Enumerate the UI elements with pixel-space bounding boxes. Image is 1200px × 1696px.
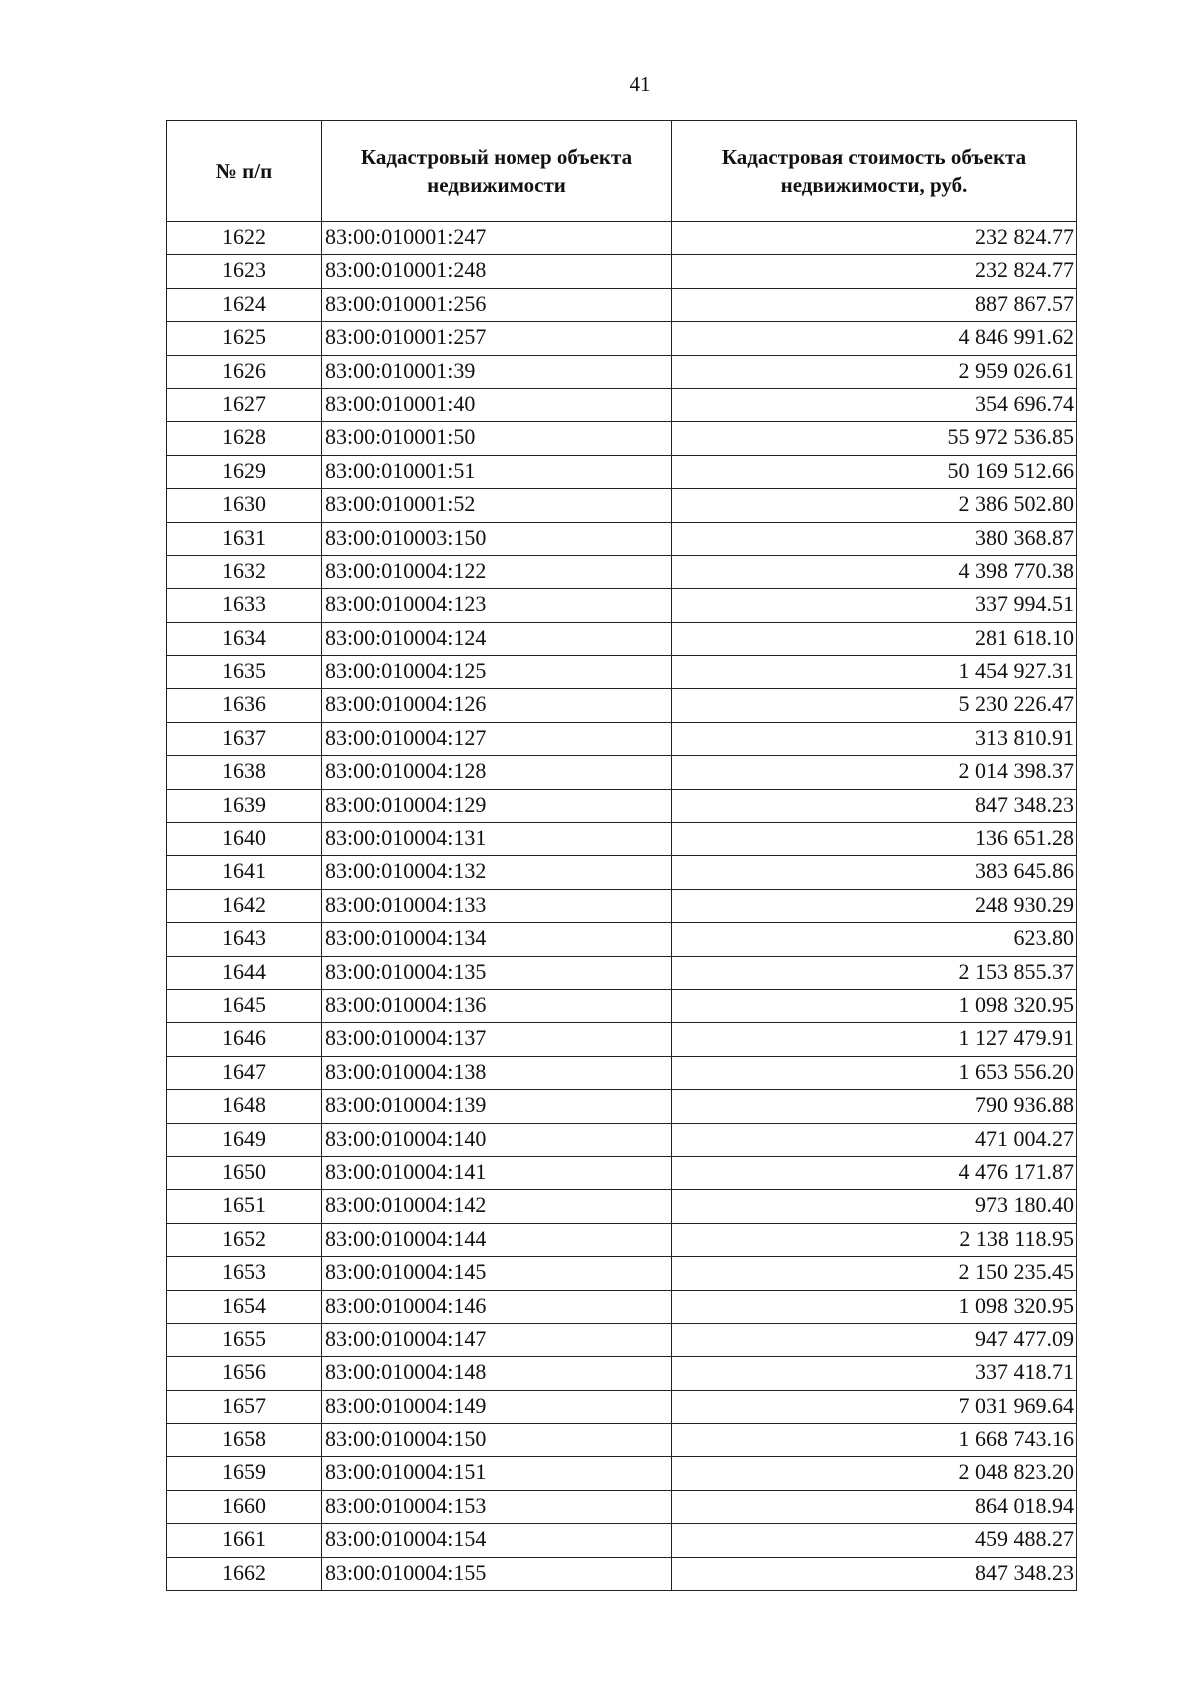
cadastral-number: 83:00:010004:142: [322, 1190, 672, 1223]
cadastral-value: 1 098 320.95: [672, 1290, 1077, 1323]
cadastral-value: 4 476 171.87: [672, 1156, 1077, 1189]
table-row: [167, 689, 1077, 722]
row-number: 1625: [167, 322, 322, 355]
table-row: [167, 789, 1077, 822]
cadastral-number: 83:00:010004:146: [322, 1290, 672, 1323]
table-row: [167, 989, 1077, 1022]
table-row: [167, 1257, 1077, 1290]
row-number: 1638: [167, 756, 322, 789]
cadastral-value: 973 180.40: [672, 1190, 1077, 1223]
cadastral-value: 4 846 991.62: [672, 322, 1077, 355]
row-number: 1659: [167, 1457, 322, 1490]
row-number: 1650: [167, 1156, 322, 1189]
cadastral-number: 83:00:010001:50: [322, 422, 672, 455]
cadastral-number: 83:00:010001:52: [322, 489, 672, 522]
row-number: 1643: [167, 923, 322, 956]
row-number: 1626: [167, 355, 322, 388]
row-number: 1628: [167, 422, 322, 455]
table-row: [167, 222, 1077, 255]
table-header: [167, 121, 1077, 222]
row-number: 1629: [167, 455, 322, 488]
row-number: 1658: [167, 1424, 322, 1457]
row-number: 1636: [167, 689, 322, 722]
cadastral-number: 83:00:010004:149: [322, 1390, 672, 1423]
row-number: 1635: [167, 656, 322, 689]
cadastral-value: 337 994.51: [672, 589, 1077, 622]
cadastral-number: 83:00:010004:124: [322, 622, 672, 655]
cadastral-value: 232 824.77: [672, 255, 1077, 288]
row-number: 1648: [167, 1090, 322, 1123]
cadastral-number: 83:00:010004:140: [322, 1123, 672, 1156]
row-number: 1634: [167, 622, 322, 655]
row-number: 1641: [167, 856, 322, 889]
cadastral-value: 471 004.27: [672, 1123, 1077, 1156]
table-row: [167, 489, 1077, 522]
table-row: [167, 656, 1077, 689]
cadastral-number: 83:00:010004:138: [322, 1056, 672, 1089]
row-number: 1640: [167, 823, 322, 856]
cadastral-number: 83:00:010004:150: [322, 1424, 672, 1457]
cadastral-value: 1 668 743.16: [672, 1424, 1077, 1457]
cadastral-value-table: [166, 120, 1077, 1591]
table-row: [167, 589, 1077, 622]
cadastral-number: 83:00:010003:150: [322, 522, 672, 555]
row-number: 1632: [167, 555, 322, 588]
cadastral-value: 2 150 235.45: [672, 1257, 1077, 1290]
cadastral-number: 83:00:010004:141: [322, 1156, 672, 1189]
table-row: [167, 1123, 1077, 1156]
table-row: [167, 956, 1077, 989]
cadastral-number: 83:00:010004:134: [322, 923, 672, 956]
table-row: [167, 1156, 1077, 1189]
table-row: [167, 1190, 1077, 1223]
cadastral-value: 281 618.10: [672, 622, 1077, 655]
cadastral-value: 1 098 320.95: [672, 989, 1077, 1022]
cadastral-value: 2 048 823.20: [672, 1457, 1077, 1490]
cadastral-value: 1 653 556.20: [672, 1056, 1077, 1089]
cadastral-value: 55 972 536.85: [672, 422, 1077, 455]
table-row: [167, 1557, 1077, 1590]
cadastral-number: 83:00:010001:256: [322, 288, 672, 321]
table-row: [167, 1223, 1077, 1256]
table-row: [167, 255, 1077, 288]
row-number: 1661: [167, 1524, 322, 1557]
table-row: [167, 455, 1077, 488]
cadastral-value: 354 696.74: [672, 388, 1077, 421]
table-row: [167, 889, 1077, 922]
cadastral-number: 83:00:010001:39: [322, 355, 672, 388]
cadastral-value: 337 418.71: [672, 1357, 1077, 1390]
header-row: [167, 121, 1077, 222]
row-number: 1655: [167, 1323, 322, 1356]
cadastral-value: 2 014 398.37: [672, 756, 1077, 789]
table-row: [167, 722, 1077, 755]
header-cadastral-value: Кадастровая стоимость объекта недвижимости, руб.: [672, 121, 1077, 222]
cadastral-value: 847 348.23: [672, 789, 1077, 822]
table-row: [167, 1290, 1077, 1323]
cadastral-number: 83:00:010004:126: [322, 689, 672, 722]
page-number: 41: [629, 72, 651, 96]
cadastral-number: 83:00:010004:147: [322, 1323, 672, 1356]
table-row: [167, 622, 1077, 655]
row-number: 1647: [167, 1056, 322, 1089]
table-row: [167, 555, 1077, 588]
cadastral-value: 7 031 969.64: [672, 1390, 1077, 1423]
cadastral-number: 83:00:010001:51: [322, 455, 672, 488]
row-number: 1662: [167, 1557, 322, 1590]
cadastral-number: 83:00:010004:133: [322, 889, 672, 922]
cadastral-number: 83:00:010004:132: [322, 856, 672, 889]
cadastral-number: 83:00:010001:257: [322, 322, 672, 355]
cadastral-number: 83:00:010004:136: [322, 989, 672, 1022]
cadastral-number: 83:00:010004:131: [322, 823, 672, 856]
row-number: 1654: [167, 1290, 322, 1323]
cadastral-value: 2 153 855.37: [672, 956, 1077, 989]
row-number: 1653: [167, 1257, 322, 1290]
row-number: 1646: [167, 1023, 322, 1056]
header-row-number: № п/п: [167, 121, 322, 222]
cadastral-number: 83:00:010001:247: [322, 222, 672, 255]
table-row: [167, 522, 1077, 555]
row-number: 1645: [167, 989, 322, 1022]
cadastral-number: 83:00:010004:153: [322, 1490, 672, 1523]
cadastral-value: 1 454 927.31: [672, 656, 1077, 689]
cadastral-number: 83:00:010004:155: [322, 1557, 672, 1590]
row-number: 1623: [167, 255, 322, 288]
cadastral-number: 83:00:010004:127: [322, 722, 672, 755]
cadastral-number: 83:00:010004:139: [322, 1090, 672, 1123]
table-row: [167, 1023, 1077, 1056]
table-row: [167, 322, 1077, 355]
table-row: [167, 288, 1077, 321]
cadastral-value: 50 169 512.66: [672, 455, 1077, 488]
cadastral-number: 83:00:010004:128: [322, 756, 672, 789]
cadastral-value: 4 398 770.38: [672, 555, 1077, 588]
cadastral-value: 383 645.86: [672, 856, 1077, 889]
table-row: [167, 856, 1077, 889]
cadastral-number: 83:00:010004:123: [322, 589, 672, 622]
cadastral-number: 83:00:010004:129: [322, 789, 672, 822]
table-row: [167, 1056, 1077, 1089]
cadastral-number: 83:00:010001:248: [322, 255, 672, 288]
table-row: [167, 422, 1077, 455]
cadastral-number: 83:00:010004:137: [322, 1023, 672, 1056]
row-number: 1637: [167, 722, 322, 755]
row-number: 1660: [167, 1490, 322, 1523]
cadastral-number: 83:00:010004:135: [322, 956, 672, 989]
row-number: 1627: [167, 388, 322, 421]
cadastral-number: 83:00:010004:154: [322, 1524, 672, 1557]
row-number: 1651: [167, 1190, 322, 1223]
row-number: 1622: [167, 222, 322, 255]
table-row: [167, 1090, 1077, 1123]
cadastral-value: 864 018.94: [672, 1490, 1077, 1523]
cadastral-value: 847 348.23: [672, 1557, 1077, 1590]
row-number: 1624: [167, 288, 322, 321]
cadastral-number: 83:00:010004:125: [322, 656, 672, 689]
row-number: 1639: [167, 789, 322, 822]
cadastral-value: 1 127 479.91: [672, 1023, 1077, 1056]
table-row: [167, 1357, 1077, 1390]
cadastral-value: 790 936.88: [672, 1090, 1077, 1123]
cadastral-value: 380 368.87: [672, 522, 1077, 555]
table-row: [167, 355, 1077, 388]
row-number: 1630: [167, 489, 322, 522]
table-row: [167, 1490, 1077, 1523]
table-row: [167, 823, 1077, 856]
table-row: [167, 388, 1077, 421]
table-row: [167, 756, 1077, 789]
cadastral-value: 2 138 118.95: [672, 1223, 1077, 1256]
cadastral-value: 232 824.77: [672, 222, 1077, 255]
cadastral-number: 83:00:010004:122: [322, 555, 672, 588]
row-number: 1642: [167, 889, 322, 922]
cadastral-number: 83:00:010001:40: [322, 388, 672, 421]
cadastral-number: 83:00:010004:148: [322, 1357, 672, 1390]
cadastral-value: 5 230 226.47: [672, 689, 1077, 722]
cadastral-value: 248 930.29: [672, 889, 1077, 922]
row-number: 1644: [167, 956, 322, 989]
cadastral-number: 83:00:010004:145: [322, 1257, 672, 1290]
row-number: 1633: [167, 589, 322, 622]
table-row: [167, 1323, 1077, 1356]
table-row: [167, 923, 1077, 956]
cadastral-value: 313 810.91: [672, 722, 1077, 755]
table-row: [167, 1424, 1077, 1457]
cadastral-value: 623.80: [672, 923, 1077, 956]
cadastral-number: 83:00:010004:144: [322, 1223, 672, 1256]
cadastral-value: 459 488.27: [672, 1524, 1077, 1557]
cadastral-value: 2 386 502.80: [672, 489, 1077, 522]
header-cadastral-number: Кадастровый номер объекта недвижимости: [322, 121, 672, 222]
row-number: 1649: [167, 1123, 322, 1156]
table-body: [167, 222, 1077, 1591]
row-number: 1652: [167, 1223, 322, 1256]
table-row: [167, 1457, 1077, 1490]
row-number: 1656: [167, 1357, 322, 1390]
table-row: [167, 1524, 1077, 1557]
cadastral-number: 83:00:010004:151: [322, 1457, 672, 1490]
cadastral-value: 887 867.57: [672, 288, 1077, 321]
row-number: 1657: [167, 1390, 322, 1423]
cadastral-value: 136 651.28: [672, 823, 1077, 856]
cadastral-value: 947 477.09: [672, 1323, 1077, 1356]
table-row: [167, 1390, 1077, 1423]
cadastral-value: 2 959 026.61: [672, 355, 1077, 388]
row-number: 1631: [167, 522, 322, 555]
